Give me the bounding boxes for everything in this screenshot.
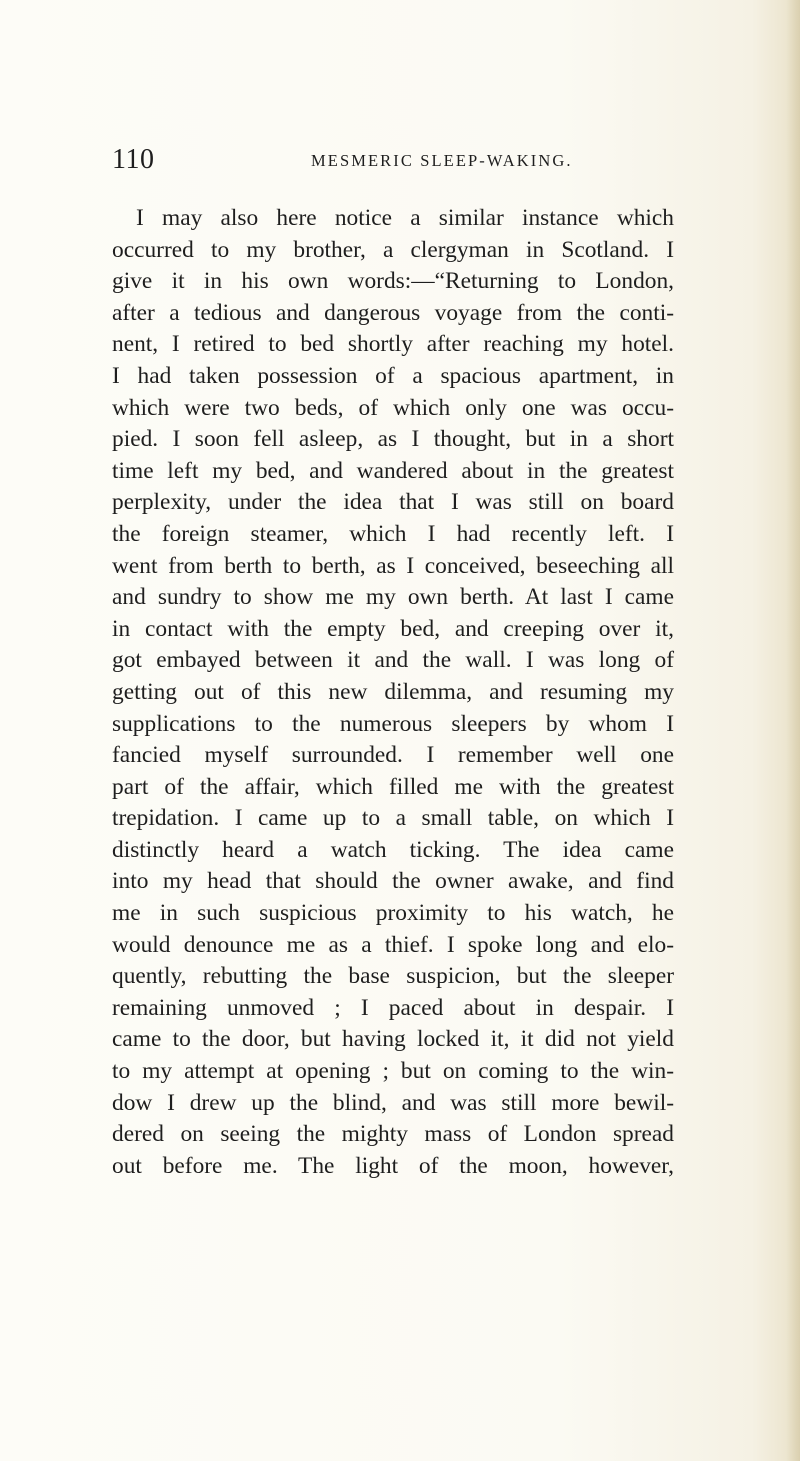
running-header — [112, 142, 672, 178]
text-line: distinctly heard a watch ticking. The idea came — [112, 836, 674, 863]
text-line: into my head that should the owner awake, and find — [112, 868, 674, 895]
text-line: I had taken possession of a spacious apartment, in — [112, 362, 674, 389]
text-line: perplexity, under the idea that I was still on board — [112, 489, 674, 516]
body-text — [112, 203, 674, 1182]
text-line: got embayed between it and the wall. I was long of — [112, 647, 674, 674]
text-line: part of the affair, which filled me with the greatest — [112, 773, 674, 800]
text-line: getting out of this new dilemma, and resuming my — [112, 678, 674, 705]
text-line: would denounce me as a thief. I spoke long and elo- — [112, 931, 674, 958]
text-line: out before me. The light of the moon, however, — [112, 1152, 674, 1179]
text-line: pied. I soon fell asleep, as I thought, but in a short — [112, 426, 674, 453]
text-line: in contact with the empty bed, and creeping over it, — [112, 615, 674, 642]
text-line: me in such suspicious proximity to his watch, he — [112, 900, 674, 927]
text-line: give it in his own words:—“Returning to London, — [112, 268, 674, 295]
text-line: and sundry to show me my own berth. At last I came — [112, 584, 674, 611]
text-line: I may also here notice a similar instance which — [136, 205, 674, 231]
text-line: time left my bed, and wandered about in the greatest — [112, 457, 674, 484]
text-line: nent, I retired to bed shortly after reaching my hotel. — [112, 331, 674, 358]
text-line: dered on seeing the mighty mass of London spread — [112, 1121, 674, 1148]
text-line: remaining unmoved ; I paced about in despair. I — [112, 994, 674, 1021]
text-line: came to the door, but having locked it, it did not yield — [112, 1026, 674, 1053]
text-line: went from berth to berth, as I conceived, beseeching all — [112, 552, 674, 579]
text-line: after a tedious and dangerous voyage from the conti- — [112, 299, 674, 326]
text-line: dow I drew up the blind, and was still more bewil- — [112, 1089, 674, 1116]
text-line: which were two beds, of which only one was occu- — [112, 394, 674, 421]
text-line: the foreign steamer, which I had recently left. I — [112, 520, 674, 547]
text-line: supplications to the numerous sleepers by whom I — [112, 710, 674, 737]
text-line: fancied myself surrounded. I remember well one — [112, 742, 674, 769]
text-line: quently, rebutting the base suspicion, but the sleeper — [112, 963, 674, 990]
text-line: to my attempt at opening ; but on coming to the win- — [112, 1058, 674, 1085]
text-line: trepidation. I came up to a small table, on which I — [112, 805, 674, 832]
page-edge-shadow — [786, 0, 800, 1461]
text-line: occurred to my brother, a clergyman in Scotland. I — [112, 236, 674, 263]
page-number: 110 — [112, 144, 155, 175]
running-title: MESMERIC SLEEP-WAKING. — [311, 151, 573, 170]
